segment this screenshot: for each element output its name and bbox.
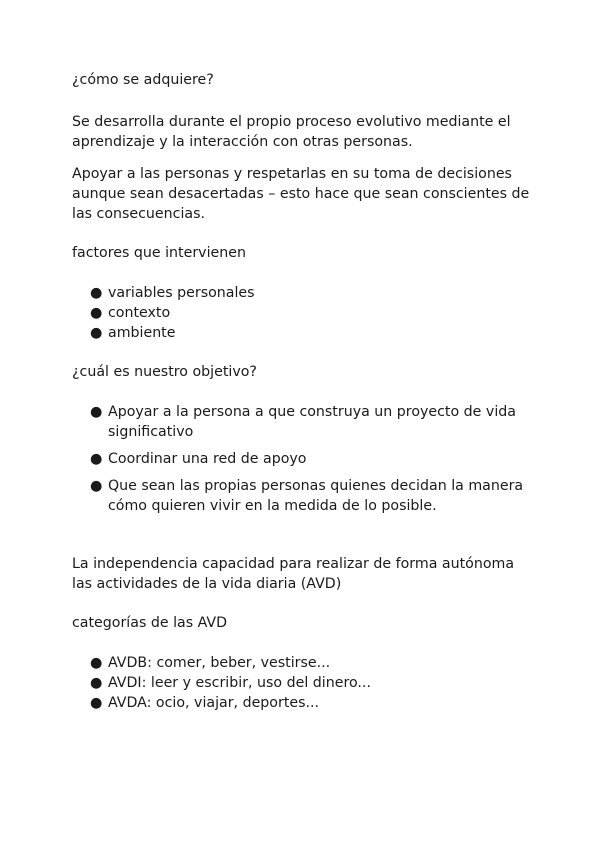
list-item: [72, 402, 532, 442]
bullet-icon: ●: [90, 675, 103, 691]
list-objetivo: [72, 402, 532, 516]
list-item: [72, 653, 532, 673]
bullet-icon: ●: [90, 478, 103, 494]
list-factores: [72, 283, 532, 343]
paragraph-apoyar: Apoyar a las personas y respetarlas en su toma de decisiones aunque sean desacertadas – esto hace que sean conscientes de las consecuencias.: [72, 166, 530, 222]
bullet-icon: ●: [90, 655, 103, 671]
list-avd: [72, 653, 532, 713]
bullet-icon: ●: [90, 305, 103, 321]
list-item-text: AVDB: comer, beber, vestirse...: [108, 655, 331, 671]
bullet-icon: ●: [90, 404, 103, 420]
list-item: [72, 449, 532, 469]
bullet-icon: ●: [90, 695, 103, 711]
list-item-text: ambiente: [108, 325, 176, 341]
paragraph-desarrollo: Se desarrolla durante el propio proceso evolutivo mediante el aprendizaje y la interacción con otras personas.: [72, 114, 511, 150]
list-item: [72, 323, 532, 343]
list-item-text: AVDI: leer y escribir, uso del dinero...: [108, 675, 371, 691]
list-item-text: AVDA: ocio, viajar, deportes...: [108, 695, 320, 711]
heading-factores: factores que intervienen: [72, 245, 246, 261]
list-item-text: Coordinar una red de apoyo: [108, 451, 307, 467]
list-item: [72, 476, 532, 516]
list-item-text: Que sean las propias personas quienes decidan la manera cómo quieren vivir en la medida de lo posible.: [108, 478, 524, 514]
list-item-text: variables personales: [108, 285, 255, 301]
document-page: [72, 70, 532, 713]
list-item: [72, 693, 532, 713]
bullet-icon: ●: [90, 325, 103, 341]
heading-objetivo: ¿cuál es nuestro objetivo?: [72, 364, 257, 380]
list-item: [72, 673, 532, 693]
paragraph-independencia: La independencia capacidad para realizar de forma autónoma las actividades de la vida diaria (AVD): [72, 556, 515, 592]
list-item: [72, 283, 532, 303]
heading-como-se-adquiere: ¿cómo se adquiere?: [72, 72, 214, 88]
list-item-text: contexto: [108, 305, 171, 321]
list-item-text: Apoyar a la persona a que construya un proyecto de vida significativo: [108, 404, 516, 440]
bullet-icon: ●: [90, 451, 103, 467]
list-item: [72, 303, 532, 323]
bullet-icon: ●: [90, 285, 103, 301]
heading-categorias-avd: categorías de las AVD: [72, 615, 228, 631]
